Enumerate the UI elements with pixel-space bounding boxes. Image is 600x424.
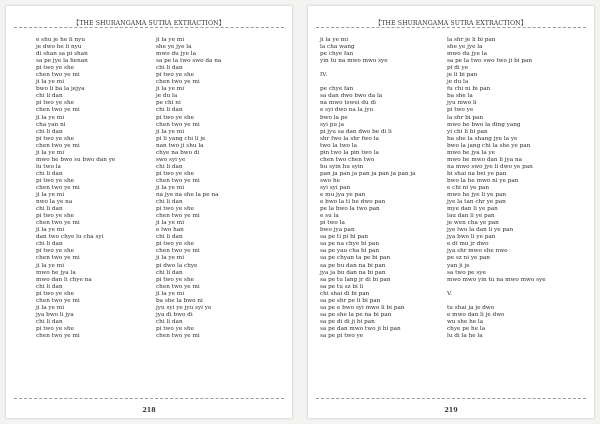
text-line: sa pe di di ji bi pan bbox=[320, 318, 375, 325]
text-line: yan ji je bbox=[447, 262, 470, 269]
header-rule bbox=[14, 27, 284, 28]
text-line: jya ja bu dan na bi pan bbox=[320, 269, 386, 276]
text-line: ji la ye mi bbox=[156, 184, 185, 191]
text-line: pi two ye she bbox=[36, 213, 74, 220]
text-line: chi li dan bbox=[36, 241, 63, 248]
text-line: chen two ye mi bbox=[36, 184, 80, 191]
text-line: sa pe pi two ye bbox=[320, 332, 364, 339]
text-line: lu two la bbox=[36, 163, 61, 170]
text-line: sa pe she la pe na bi pan bbox=[320, 311, 392, 318]
text-line: pe chye fan bbox=[320, 51, 354, 58]
text-line: mwo du jye la bbox=[156, 51, 196, 58]
footer-rule bbox=[316, 398, 586, 399]
text-line: pi di ye bbox=[447, 65, 469, 72]
text-line: ji la ye mi bbox=[156, 37, 185, 43]
text-line: chen two ye mi bbox=[36, 107, 80, 114]
text-line: chen two ye mi bbox=[156, 248, 200, 255]
text-line: pi two ye she bbox=[156, 72, 194, 79]
text-line: e mwo dan li je dwo bbox=[447, 311, 505, 318]
text-line: sa pe dan mwo two ji bi pan bbox=[320, 325, 401, 332]
text-column bbox=[447, 37, 546, 340]
text-line: jya shr mwo she nwo bbox=[447, 248, 508, 255]
text-line: ji la ye mi bbox=[36, 262, 65, 269]
header-rule bbox=[316, 27, 586, 28]
text-line: e syi dwo na la jyu bbox=[320, 107, 374, 114]
text-line: chi li dan bbox=[36, 93, 63, 100]
text-line: ji la ye mi bbox=[320, 37, 349, 43]
text-line: pi two ye she bbox=[156, 170, 194, 177]
text-line: jyu mwo li bbox=[447, 100, 477, 107]
text-line: V. bbox=[447, 290, 452, 297]
text-line: mwo he jya la bbox=[36, 269, 76, 276]
text-line: chen two ye mi bbox=[36, 297, 80, 304]
text-line: ji la ye mi bbox=[36, 149, 65, 156]
text-line: lu di la he la bbox=[447, 332, 483, 339]
text-line: cha yan ni bbox=[36, 121, 66, 128]
text-line: mwo mwo yin tu na mwo mwo sye bbox=[447, 276, 546, 283]
text-line: pi dwo la chye bbox=[156, 262, 198, 269]
text-line: chen two ye mi bbox=[36, 332, 80, 339]
text-line: pi two ye she bbox=[156, 325, 194, 332]
text-line: pe chi ni bbox=[156, 100, 181, 107]
text-line: mwo he bwo su bwo dan ye bbox=[36, 156, 116, 163]
text-line: e mu jya ye pan bbox=[320, 192, 366, 199]
text-line: mwo he bwo la ding yang bbox=[447, 121, 521, 128]
right-page bbox=[308, 6, 594, 418]
text-line: chen two ye mi bbox=[36, 220, 80, 227]
footer-rule bbox=[14, 398, 284, 399]
text-line: jya bwo li ye pan bbox=[447, 234, 496, 241]
text-line: hu syin hu syin bbox=[320, 163, 364, 170]
text-line: chen two ye mi bbox=[156, 283, 200, 290]
text-line bbox=[320, 79, 416, 86]
text-line: pi two ye bbox=[447, 107, 474, 114]
text-line: sa pe yau cha bi pan bbox=[320, 248, 380, 255]
text-line: chen two ye mi bbox=[36, 255, 80, 262]
text-line: syi pu ja bbox=[320, 121, 345, 128]
text-line: ba she la bbox=[447, 93, 473, 100]
text-line bbox=[320, 65, 416, 72]
text-line: sa pe na chye bi pan bbox=[320, 241, 379, 248]
text-line: ji la ye mi bbox=[156, 220, 185, 227]
text-line: syi syi pan bbox=[320, 184, 351, 191]
text-line: bwo la jang chi la she ye pan bbox=[447, 142, 531, 149]
text-line: chen two ye mi bbox=[156, 79, 200, 86]
text-line: chen two chen two bbox=[320, 156, 375, 163]
text-line: e chi ni ye pan bbox=[447, 184, 490, 191]
text-line: yin tu na mwo mwo sye bbox=[320, 58, 388, 65]
text-line: sa pe tu sz bi li bbox=[320, 283, 364, 290]
text-line: chen two ye mi bbox=[156, 177, 200, 184]
text-line: chi shai di bi pan bbox=[320, 290, 370, 297]
text-line: pe chye fan bbox=[320, 86, 354, 93]
text-line: e bwo la ti he dwo pan bbox=[320, 199, 386, 206]
text-line: e shu je he li nyu bbox=[36, 37, 85, 43]
text-line: ji la ye mi bbox=[36, 304, 65, 311]
text-line: sa pe chyan ta pe bi pan bbox=[320, 255, 391, 262]
text-line: pi two ye she bbox=[36, 65, 74, 72]
text-line bbox=[447, 298, 546, 305]
text-line: pi two ye she bbox=[156, 114, 194, 121]
text-line: sa pe ti pi bi pan bbox=[320, 234, 369, 241]
text-line: pe sz ni ye pan bbox=[447, 255, 490, 262]
left-page bbox=[6, 6, 292, 418]
page-number: 219 bbox=[444, 406, 458, 414]
text-line: jye la tan chr ye pan bbox=[447, 199, 506, 206]
text-line: ba she la bwo ni bbox=[156, 297, 203, 304]
text-line: chi li dan bbox=[36, 283, 63, 290]
text-line: mwo du jye la bbox=[447, 51, 487, 58]
text-line: pi two ye she bbox=[36, 135, 74, 142]
text-line: chen two ye mi bbox=[156, 121, 200, 128]
text-column bbox=[36, 37, 115, 340]
text-line: jya di bwo di bbox=[156, 311, 193, 318]
text-line: sa pe jye la henan bbox=[36, 58, 88, 65]
text-line: chen two ye mi bbox=[156, 213, 200, 220]
text-line: la shr je li bi pan bbox=[447, 37, 496, 43]
text-line: pi jyu sa dan dwo be di li bbox=[320, 128, 392, 135]
text-line: jya bwo li jya bbox=[36, 311, 74, 318]
text-line: she ye jye la bbox=[156, 44, 192, 51]
text-line: mwo he mwo dan li jya na bbox=[447, 156, 523, 163]
text-line: mye dan li ye pan bbox=[447, 206, 498, 213]
text-line: she ye jye la bbox=[447, 44, 483, 51]
running-header: 【THE SHURANGAMA SUTRA EXTRACTION】 bbox=[73, 20, 225, 27]
text-line: pi two ye she bbox=[36, 177, 74, 184]
text-line: chye na bwo di bbox=[156, 149, 200, 156]
text-line: na mwo swo jye li dwo ye pan bbox=[447, 163, 533, 170]
text-line: tu shai ja je dwo bbox=[447, 304, 495, 311]
text-line bbox=[447, 284, 546, 291]
running-header: 【THE SHURANGAMA SUTRA EXTRACTION】 bbox=[375, 20, 527, 27]
text-line: sa two pe sye bbox=[447, 269, 486, 276]
text-line: je wen cha ye pan bbox=[447, 220, 499, 227]
text-line: ji la ye mi bbox=[36, 114, 65, 121]
text-line: pi two ye she bbox=[36, 325, 74, 332]
text-line: sa dan dwo bwo da la bbox=[320, 93, 383, 100]
text-line: pi two ye she bbox=[156, 276, 194, 283]
text-line: chi li dan bbox=[36, 128, 63, 135]
page-number: 218 bbox=[142, 406, 156, 414]
text-line: pi two ye she bbox=[36, 290, 74, 297]
text-line: chi li dan bbox=[156, 318, 183, 325]
text-line: pi two ye she bbox=[156, 241, 194, 248]
text-line: swo he bbox=[320, 177, 341, 184]
text-line: jye lwo la dan li ye pan bbox=[447, 227, 514, 234]
text-line: IV. bbox=[320, 72, 328, 79]
text-line: pe la bwo la two pan bbox=[320, 206, 380, 213]
text-line: sa pe bu dan na bi pan bbox=[320, 262, 386, 269]
text-line: ji la ye mi bbox=[36, 79, 65, 86]
text-line: pi two ye she bbox=[36, 100, 74, 107]
text-line: chi li dan bbox=[156, 65, 183, 72]
text-line: sa pe tu lang jr di bi pan bbox=[320, 276, 391, 283]
text-column bbox=[156, 37, 221, 340]
text-line: ji la ye mi bbox=[156, 255, 185, 262]
text-line: chi li dan bbox=[156, 163, 183, 170]
text-line: chen two ye mi bbox=[36, 142, 80, 149]
text-line: je du la bbox=[447, 79, 469, 86]
text-line: fu chi ni bi pan bbox=[447, 86, 491, 93]
text-line: nwo la ye na bbox=[36, 199, 73, 206]
text-line: je dwo he li nyu bbox=[36, 44, 82, 51]
text-line: chi li dan bbox=[156, 234, 183, 241]
text-line: na mwo tswei du di bbox=[320, 100, 376, 107]
text-line: pin two la pin two la bbox=[320, 149, 379, 156]
text-line: e di mu jr dwo bbox=[447, 241, 489, 248]
text-line: shr fwo la shr fwo la bbox=[320, 135, 379, 142]
text-line: mwo dan li chye na bbox=[36, 276, 92, 283]
text-line: chi li dan bbox=[156, 199, 183, 206]
text-line: chye pe he la bbox=[447, 325, 486, 332]
text-line: pi li yang chi li je bbox=[156, 135, 206, 142]
text-line: lau dan li ye pan bbox=[447, 213, 495, 220]
text-line: ji la ye mi bbox=[156, 86, 185, 93]
text-line: bwo la pe bbox=[320, 114, 348, 121]
text-line: e lwo han bbox=[156, 227, 184, 234]
text-line: bwo la he mwo ni ye pan bbox=[447, 177, 519, 184]
text-line: pi two ye she bbox=[36, 248, 74, 255]
text-line: yi chi li bi pan bbox=[447, 128, 488, 135]
text-line: chi li dan bbox=[36, 206, 63, 213]
text-line: sa pe la two swo da na bbox=[156, 58, 222, 65]
text-line: chi li dan bbox=[156, 107, 183, 114]
text-line: bwo li ba la jejya bbox=[36, 86, 85, 93]
text-line: chi li dan bbox=[156, 269, 183, 276]
text-line: mwo he jye li ye pan bbox=[447, 192, 507, 199]
text-line: jyu syi ye jyu syi ye bbox=[156, 304, 212, 311]
text-line: ji la ye mi bbox=[156, 128, 185, 135]
text-line: mwo he jya la ye bbox=[447, 149, 496, 156]
text-line: two la two la bbox=[320, 142, 357, 149]
text-line: wu she he la bbox=[447, 318, 484, 325]
text-line: pi two la bbox=[320, 220, 345, 227]
text-line: ji la ye mi bbox=[156, 290, 185, 297]
text-column bbox=[320, 37, 416, 340]
text-line: ba she la shang jye la ye bbox=[447, 135, 518, 142]
text-line: pan ja pan ja pan ja pan ja pan ja bbox=[320, 170, 416, 177]
text-line: e su la bbox=[320, 213, 339, 220]
text-line: chen two ye mi bbox=[156, 332, 200, 339]
text-line: chen two ye mi bbox=[36, 72, 80, 79]
text-line: chi li dan bbox=[36, 318, 63, 325]
text-line: je li bi pan bbox=[447, 72, 478, 79]
text-line: la shr bi pan bbox=[447, 114, 484, 121]
text-line: sa pe e bwo syi mwo li bi pan bbox=[320, 304, 405, 311]
text-line: swo syi ye bbox=[156, 156, 186, 163]
text-line: nan two ji shu la bbox=[156, 142, 204, 149]
text-line: dan two chye lu cha syi bbox=[36, 234, 104, 241]
text-line: la cha wang bbox=[320, 44, 355, 51]
text-line: ji la ye mi bbox=[36, 227, 65, 234]
text-line: di shan sa pi shan bbox=[36, 51, 88, 58]
text-line: bi shai na bei ye pan bbox=[447, 170, 507, 177]
text-line: pi two ye she bbox=[156, 206, 194, 213]
text-line: na jye na she la pe na bbox=[156, 192, 219, 199]
text-line: je du la bbox=[156, 93, 178, 100]
text-line: ji la ye mi bbox=[36, 192, 65, 199]
text-line: sa pe shr pe li bi pan bbox=[320, 297, 381, 304]
text-line: chi li dan bbox=[36, 170, 63, 177]
text-line: bwo jya pan bbox=[320, 227, 355, 234]
text-line: sa pe la two swo two ji bi pan bbox=[447, 58, 533, 65]
